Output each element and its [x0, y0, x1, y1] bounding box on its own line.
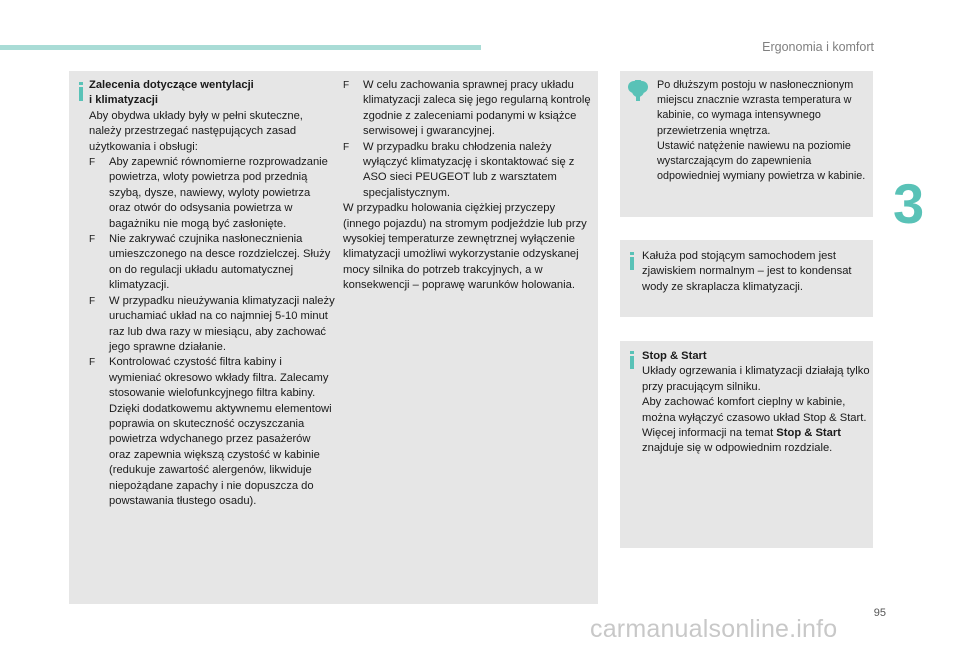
list-item — [89, 355, 335, 509]
list-item — [89, 155, 335, 232]
stop-start-text-3 — [642, 426, 870, 457]
page-number: 95 — [873, 607, 886, 619]
stop-start-ref-bold: Stop & Start — [776, 427, 841, 440]
section-title: Ergonomia i komfort — [762, 40, 874, 54]
sun-tree-icon — [625, 80, 651, 102]
list-item — [343, 78, 595, 140]
header-accent-bar — [0, 45, 481, 50]
info-icon — [79, 87, 83, 101]
list-item-text: W przypadku braku chłodzenia należy wyłączyć klimatyzację i skontaktować się z ASO sieci PEUGEOT lub z warsztatem specjalistycznym. — [363, 140, 575, 199]
list-item-text: W celu zachowania sprawnej pracy układu klimatyzacji zaleca się jego regularną kontrolę zgodnie z zaleceniami podanymi w książce serwisowej i gwarancyjnej. — [363, 79, 591, 138]
chapter-number: 3 — [893, 172, 925, 235]
hot-cabin-text-1: Po dłuższym postoju w nasłonecznionym miejscu znacznie wzrasta temperatura w kabinie, co wymaga intensywnego przewietrzenia wnętrza. — [657, 79, 854, 137]
stop-start-text-1: Układy ogrzewania i klimatyzacji działają tylko przy pracującym silniku. — [642, 365, 870, 393]
arrow-bullet-icon: F — [343, 80, 350, 91]
ventilation-column-2 — [343, 78, 595, 294]
arrow-bullet-icon: F — [89, 357, 96, 369]
info-icon — [630, 257, 634, 270]
stop-start-ref-suffix: znajduje się w odpowiednim rozdziale. — [642, 442, 833, 455]
list-item — [343, 140, 595, 202]
list-item-text: Kontrolować czystość filtra kabiny i wymieniać okresowo wkłady filtra. Zalecamy stosowanie wielofunkcyjnego filtra kabiny. Dzięki dodatkowemu aktywnemu elementowi poprawia on skuteczność oczyszczania powietrza wdychanego przez pasażerów oraz zapewnia większą czystość w kabinie (redukuje zawartość alergenów, likwiduje niepożądane zapachy i nie dopuszcza do powstawania tłustego osadu). — [109, 356, 332, 507]
arrow-bullet-icon: F — [89, 234, 96, 246]
list-item-text: W przypadku nieużywania klimatyzacji należy uruchamiać układ na co najmniej 5-10 minut raz lub dwa razy w miesiącu, aby zachować jego sprawne działanie. — [109, 294, 335, 353]
ventilation-intro: Aby obydwa układy były w pełni skuteczne, należy przestrzegać następujących zasad użytkowania i obsługi: — [89, 109, 303, 153]
watermark: carmanualsonline.info — [590, 615, 838, 643]
list-item-text: Aby zapewnić równomierne rozprowadzanie powietrza, wloty powietrza pod przednią szybą, dysze, nawiewy, wyloty powietrza oraz otwór do odsysania powietrza w bagażniku nie mogą być zasłonięte. — [109, 156, 328, 230]
towing-paragraph: W przypadku holowania ciężkiej przyczepy (innego pojazdu) na stromym podjeździe lub przy wysokiej temperaturze zewnętrznej wyłączenie klimatyzacji umożliwi wykorzystanie odzyskanej mocy silnika do potrzeb trakcyjnych, a w konsekwencji – poprawę warunków holowania. — [343, 202, 587, 292]
arrow-bullet-icon: F — [89, 295, 96, 307]
ventilation-title-line-1: Zalecenia dotyczące wentylacji — [89, 79, 254, 91]
list-item-text: Nie zakrywać czujnika nasłonecznienia umieszczonego na desce rozdzielczej. Służy on do regulacji układu automatycznej klimatyzacji. — [109, 233, 331, 292]
ventilation-column-1 — [89, 78, 335, 509]
arrow-bullet-icon: F — [343, 141, 350, 153]
list-item — [89, 232, 335, 294]
hot-cabin-text-2: Ustawić natężenie nawiewu na poziomie wystarczającym do zapewnienia odpowiedniej wymiany powietrza w kabinie. — [657, 139, 866, 183]
condensate-text: Kałuża pod stojącym samochodem jest zjawiskiem normalnym – jest to kondensat wody ze skraplacza klimatyzacji. — [642, 250, 852, 293]
ventilation-title-line-2: i klimatyzacji — [89, 94, 159, 107]
list-item — [89, 294, 335, 356]
stop-start-title: Stop & Start — [642, 350, 707, 362]
info-icon — [630, 356, 634, 369]
arrow-bullet-icon: F — [89, 157, 96, 169]
stop-start-text — [642, 349, 870, 457]
stop-start-text-2: Aby zachować komfort cieplny w kabinie, można wyłączyć czasowo układ Stop & Start. — [642, 396, 867, 424]
stop-start-ref-prefix: Więcej informacji na temat — [642, 427, 777, 440]
hot-cabin-text — [657, 78, 871, 184]
